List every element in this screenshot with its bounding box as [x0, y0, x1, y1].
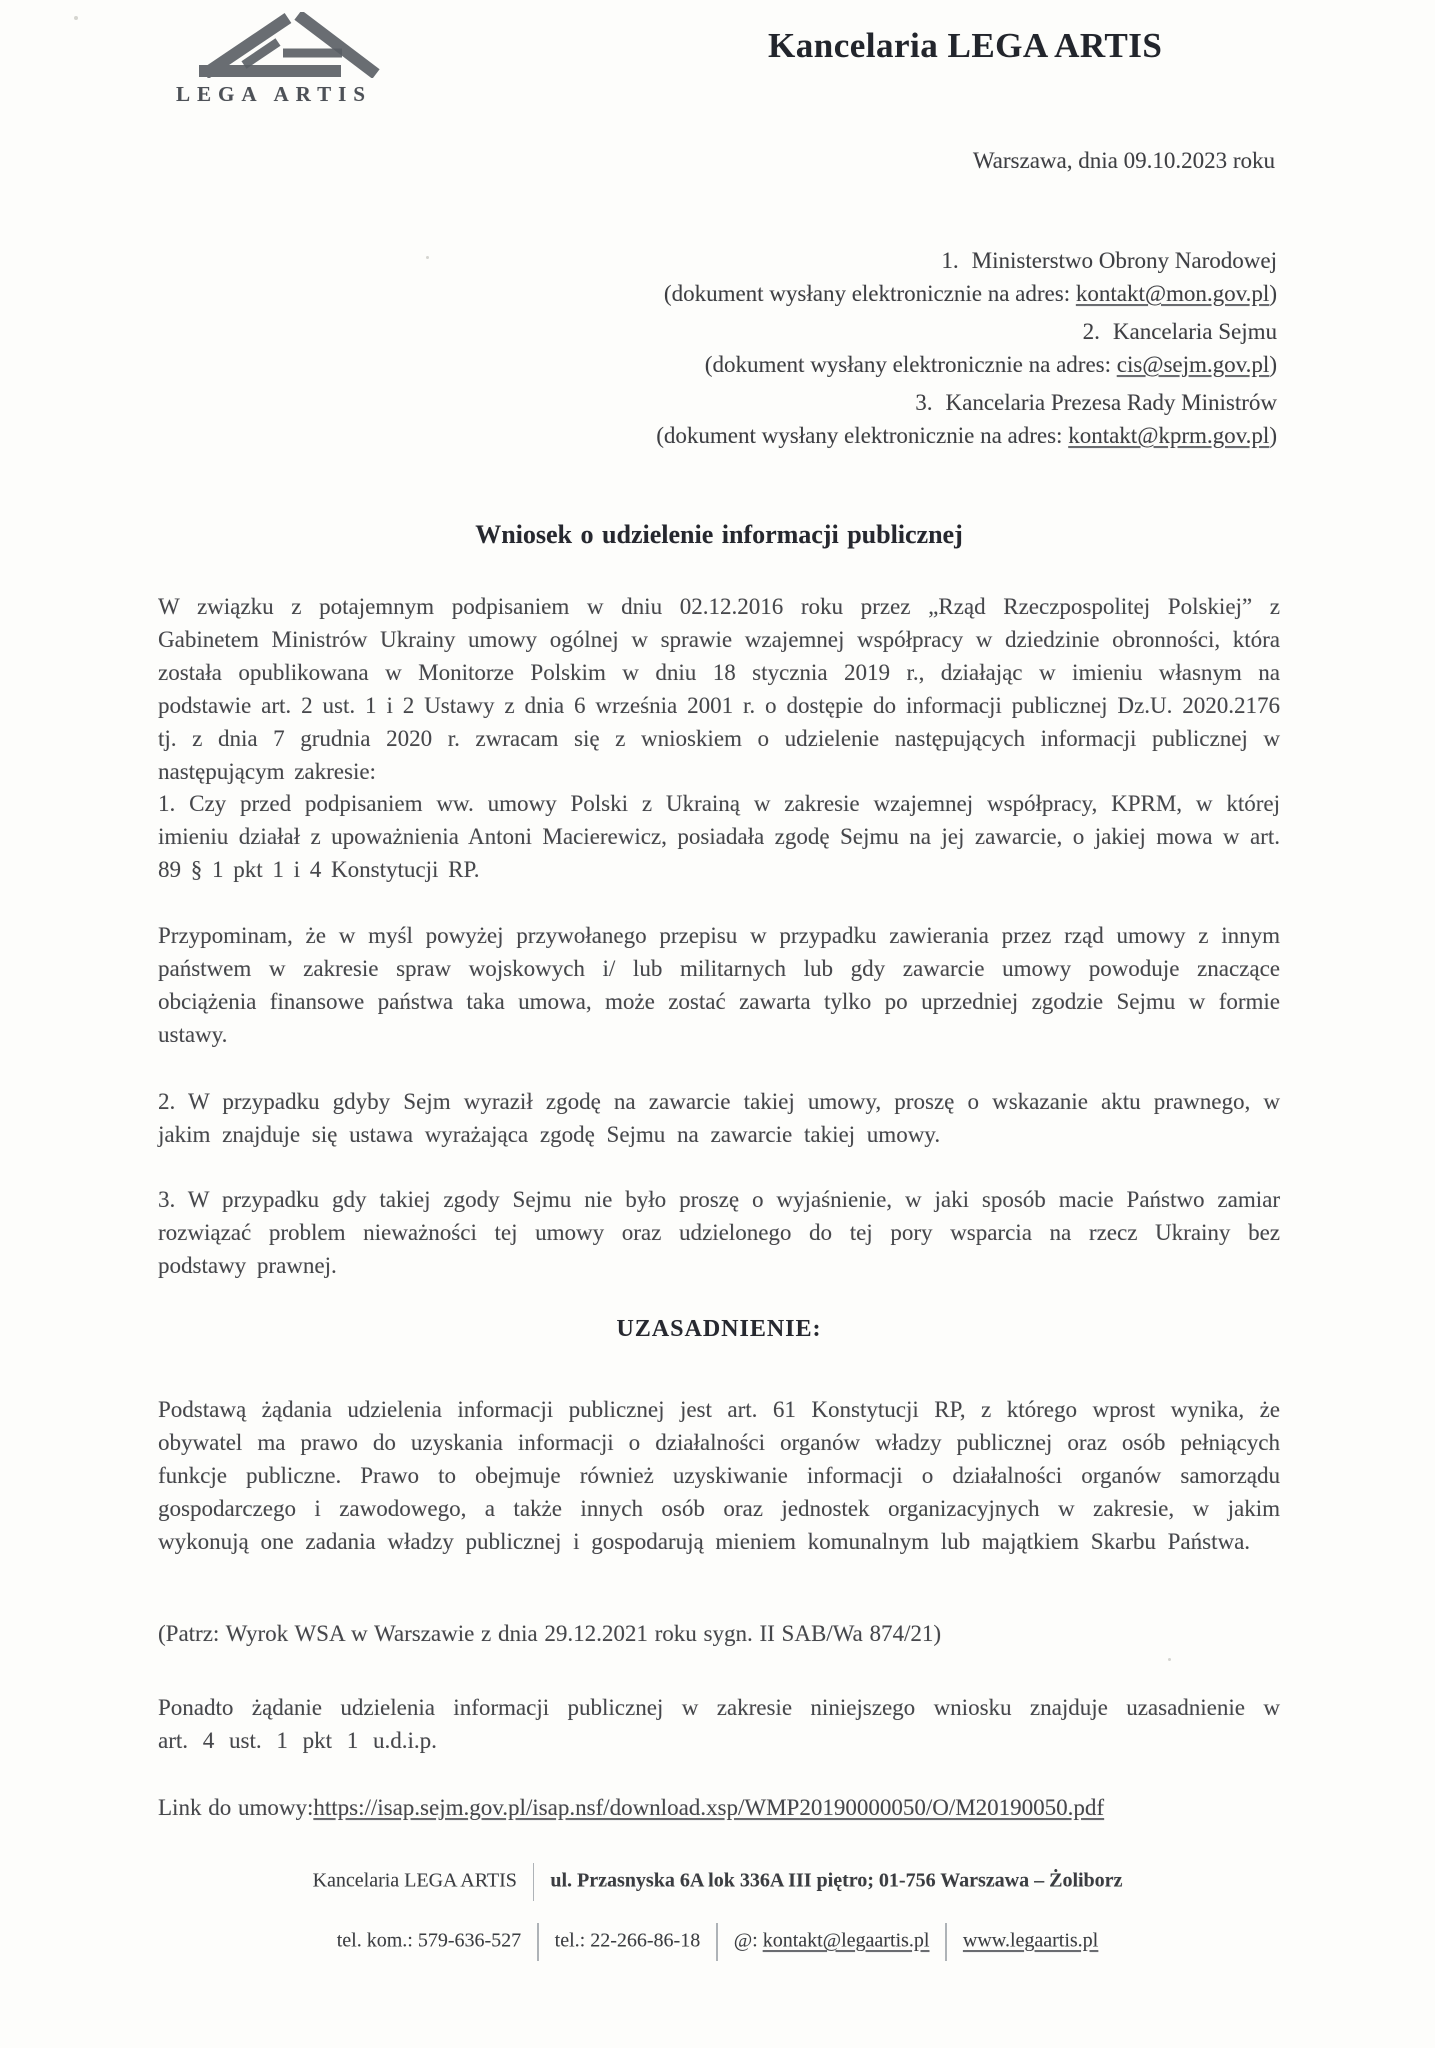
- scan-speck: [1168, 1658, 1171, 1661]
- paragraph-intro: W związku z potajemnym podpisaniem w dniu 02.12.2016 roku przez „Rząd Rzeczpospolitej Polskiej” z Gabinetem Ministrów Ukrainy umowy ogólnej w sprawie wzajemnej współpracy w dziedzinie obronności, która została opublikowana w Monitorze Polskim w dniu 18 stycznia 2019 r., działając w imieniu własnym na podstawie art. 2 ust. 1 i 2 Ustawy z dnia 6 września 2001 r. o dostępie do informacji publicznej Dz.U. 2020.2176 tj. z dnia 7 grudnia 2020 r. zwracam się z wnioskiem o udzielenie następujących informacji publicznej w następującym zakresie:: [158, 594, 1280, 784]
- recipients-list: [656, 244, 1277, 457]
- scan-speck: [74, 16, 78, 20]
- lega-artis-logo: [163, 12, 385, 107]
- footer-email-link[interactable]: kontakt@legaartis.pl: [762, 1929, 930, 1952]
- recipient-name: 3. Kancelaria Prezesa Rady Ministrów: [656, 386, 1277, 419]
- footer-divider: [533, 1863, 535, 1901]
- contract-link-line: [158, 1791, 1280, 1824]
- request-item-3: 3. W przypadku gdy takiej zgody Sejmu nie było proszę o wyjaśnienie, w jaki sposób macie Państwo zamiar rozwiązać problem nieważności tej umowy oraz udzielonego do tej pory wsparcia na rzecz Ukrainy bez podstawy prawnej.: [158, 1187, 1280, 1278]
- footer-address-line: [0, 1862, 1435, 1900]
- contract-link-label: Link do umowy:: [158, 1795, 314, 1820]
- footer-email-cell: [734, 1930, 930, 1952]
- paragraph-reminder: Przypominam, że w myśl powyżej przywołanego przepisu w przypadku zawierania przez rząd umowy z innym państwem w zakresie spraw wojskowych i/ lub militarnych lub gdy zawarcie umowy powoduje znaczące obciążenia finansowe państwa taka umowa, może zostać zawarta tylko po uprzedniej zgodzie Sejmu w formie ustawy.: [158, 923, 1280, 1047]
- recipient-name: 2. Kancelaria Sejmu: [656, 315, 1277, 348]
- justification-heading: UZASADNIENIE:: [616, 1316, 822, 1342]
- footer-email-label: @:: [733, 1929, 763, 1952]
- footer-firm-name: Kancelaria LEGA ARTIS: [312, 1869, 517, 1892]
- recipient-item: [656, 386, 1277, 452]
- recipient-email-link[interactable]: cis@sejm.gov.pl: [1116, 352, 1270, 377]
- case-reference: (Patrz: Wyrok WSA w Warszawie z dnia 29.12.2021 roku sygn. II SAB/Wa 874/21): [158, 1621, 942, 1646]
- footer-divider: [537, 1923, 539, 1961]
- paragraph-justification-1: Podstawą żądania udzielenia informacji publicznej jest art. 61 Konstytucji RP, z którego wprost wynika, że obywatel ma prawo do uzyskania informacji o działalności organów władzy publicznej oraz osób pełniących funkcje publiczne. Prawo to obejmuje również uzyskiwanie informacji o działalności organów samorządu gospodarczego i zawodowego, a także innych osób oraz jednostek organizacyjnych w zakresie, w jakim wykonują one zadania władzy publicznej i gospodarują mieniem komunalnym lub majątkiem Skarbu Państwa.: [158, 1397, 1280, 1554]
- recipient-item: [656, 244, 1277, 310]
- contract-link-url[interactable]: https://isap.sejm.gov.pl/isap.nsf/download.xsp/WMP20190000050/O/M20190050.pdf: [313, 1795, 1105, 1820]
- request-item-2: 2. W przypadku gdyby Sejm wyraził zgodę na zawarcie takiej umowy, proszę o wskazanie aktu prawnego, w jakim znajduje się ustawa wyrażająca zgodę Sejmu na zawarcie takiej umowy.: [158, 1089, 1280, 1147]
- letterhead-title: Kancelaria LEGA ARTIS: [768, 26, 1163, 65]
- footer-contact-line: [0, 1922, 1435, 1960]
- paragraph-justification-2: Ponadto żądanie udzielenia informacji publicznej w zakresie niniejszego wniosku znajduje uzasadnienie w art. 4 ust. 1 pkt 1 u.d.i.p.: [158, 1695, 1280, 1753]
- recipient-email-link[interactable]: kontakt@mon.gov.pl: [1075, 281, 1270, 306]
- footer-website-link[interactable]: www.legaartis.pl: [962, 1929, 1099, 1952]
- recipient-delivery: (dokument wysłany elektronicznie na adres: kontakt@mon.gov.pl): [663, 281, 1277, 306]
- footer-divider: [716, 1923, 718, 1961]
- footer-address: ul. Przasnyska 6A lok 336A III piętro; 01-756 Warszawa – Żoliborz: [550, 1869, 1123, 1892]
- recipient-number: 2.: [1082, 319, 1100, 344]
- document-title: Wniosek o udzielenie informacji publicznej: [475, 520, 963, 549]
- footer-tel-office: tel.: 22-266-86-18: [554, 1929, 701, 1952]
- recipient-delivery: (dokument wysłany elektronicznie na adres: cis@sejm.gov.pl): [704, 352, 1277, 377]
- recipient-item: [656, 315, 1277, 381]
- recipient-email-link[interactable]: kontakt@kprm.gov.pl: [1068, 423, 1270, 448]
- recipient-number: 1.: [941, 248, 959, 273]
- logo-triangle-icon: [165, 12, 383, 78]
- scan-speck: [426, 256, 429, 259]
- request-item-1: 1. Czy przed podpisaniem ww. umowy Polski z Ukrainą w zakresie wzajemnej współpracy, KPRM, w której imieniu działał z upoważnienia Antoni Macierewicz, posiadała zgodę Sejmu na jej zawarcie, o jakiej mowa w art. 89 § 1 pkt 1 i 4 Konstytucji RP.: [158, 791, 1280, 882]
- footer-tel-mobile: tel. kom.: 579-636-527: [336, 1929, 522, 1952]
- footer-divider: [945, 1923, 947, 1961]
- recipient-name: 1. Ministerstwo Obrony Narodowej: [656, 244, 1277, 277]
- logo-wordmark: LEGA ARTIS: [176, 82, 372, 106]
- recipient-delivery: (dokument wysłany elektronicznie na adres: kontakt@kprm.gov.pl): [656, 423, 1277, 448]
- date-line: Warszawa, dnia 09.10.2023 roku: [972, 148, 1275, 173]
- recipient-number: 3.: [915, 390, 933, 415]
